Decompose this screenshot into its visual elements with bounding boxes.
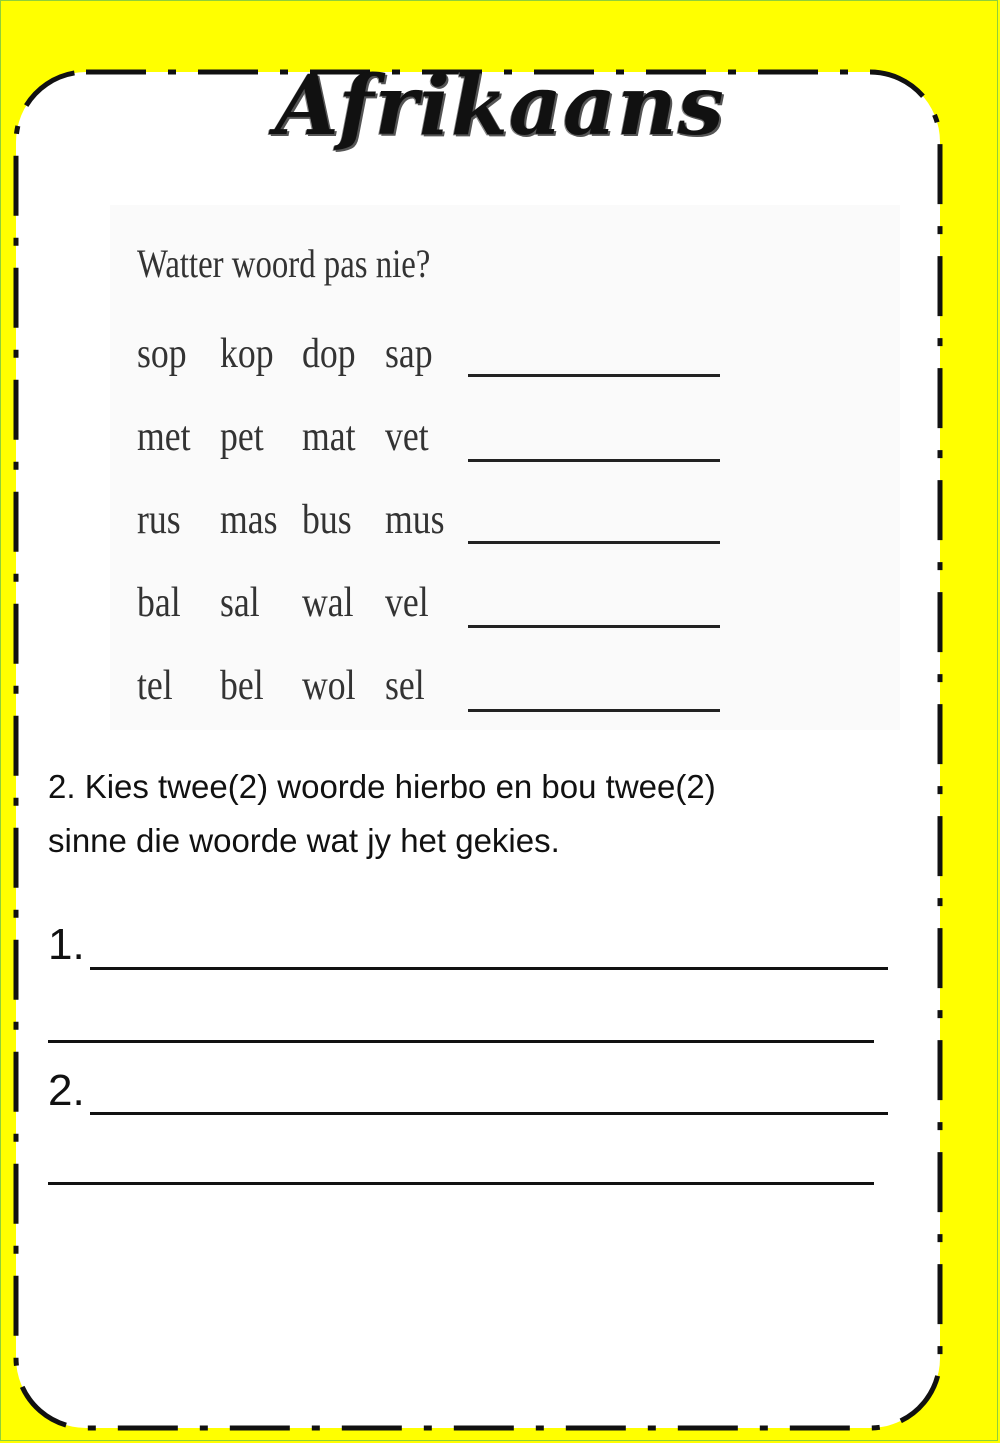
exercise-instructions: [48, 760, 928, 868]
answer-blank[interactable]: [468, 541, 720, 544]
word-option: vel: [385, 580, 429, 626]
answer-blank[interactable]: [468, 709, 720, 712]
sentence-number: 2.: [48, 1066, 85, 1115]
word-row: [137, 496, 897, 566]
word-row: [137, 662, 897, 732]
sentence-line[interactable]: [90, 967, 888, 970]
sentence-number: 1.: [48, 920, 85, 969]
word-option: kop: [220, 331, 274, 377]
word-option: sal: [220, 580, 260, 626]
word-option: tel: [137, 663, 173, 709]
word-option: bel: [220, 663, 264, 709]
answer-blank[interactable]: [468, 374, 720, 377]
sentence-line[interactable]: [90, 1112, 888, 1115]
sentence-line[interactable]: [48, 1040, 874, 1043]
word-option: bus: [302, 497, 352, 543]
word-option: mas: [220, 497, 278, 543]
word-option: wal: [302, 580, 354, 626]
word-option: mat: [302, 414, 356, 460]
word-row: [137, 413, 897, 483]
word-option: vet: [385, 414, 429, 460]
sentence-line[interactable]: [48, 1182, 874, 1185]
word-row: [137, 330, 897, 400]
word-option: sel: [385, 663, 425, 709]
word-row: [137, 579, 897, 649]
exercise-question: Watter woord pas nie?: [137, 241, 431, 286]
page-title: Afrikaans: [275, 58, 725, 154]
word-option: pet: [220, 414, 264, 460]
word-option: wol: [302, 663, 356, 709]
word-option: rus: [137, 497, 181, 543]
instruction-line: sinne die woorde wat jy het gekies.: [48, 822, 560, 859]
word-option: sap: [385, 331, 433, 377]
answer-blank[interactable]: [468, 459, 720, 462]
word-option: mus: [385, 497, 445, 543]
word-option: bal: [137, 580, 181, 626]
word-option: sop: [137, 331, 187, 377]
answer-blank[interactable]: [468, 625, 720, 628]
word-option: met: [137, 414, 191, 460]
instruction-line: 2. Kies twee(2) woorde hierbo en bou twee(2): [48, 768, 716, 805]
word-option: dop: [302, 331, 356, 377]
